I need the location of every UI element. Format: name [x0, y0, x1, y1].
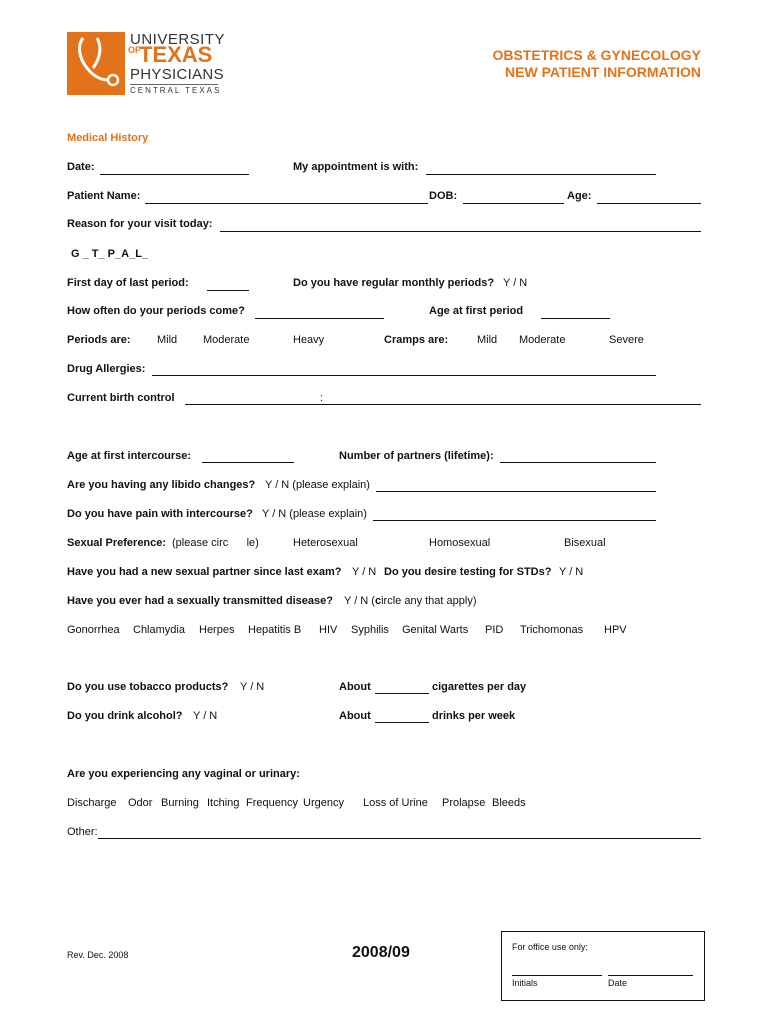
std-history-yn-c: c: [374, 595, 382, 607]
std-hpv[interactable]: HPV: [604, 624, 627, 636]
alcohol-yn[interactable]: Y / N: [193, 710, 218, 722]
age-first-intercourse-field[interactable]: [202, 462, 294, 463]
logo-divider: [130, 84, 218, 85]
other-field[interactable]: [98, 838, 701, 839]
logo-line2-small: OF: [128, 45, 141, 55]
date-field[interactable]: [100, 174, 249, 175]
date-label: Date:: [67, 161, 95, 173]
regular-periods-label: Do you have regular monthly periods?: [293, 277, 495, 289]
cramps-option-moderate[interactable]: Moderate: [519, 334, 566, 346]
logo-line4: CENTRAL TEXAS: [130, 86, 222, 95]
logo-mark: [67, 32, 125, 95]
pain-yn[interactable]: Y / N (please explain): [262, 508, 367, 520]
pain-label: Do you have pain with intercourse?: [67, 508, 253, 520]
tobacco-about-label: About: [339, 681, 371, 693]
symptom-urgency[interactable]: Urgency: [303, 797, 344, 809]
logo-line3: PHYSICIANS: [130, 66, 224, 83]
age-field[interactable]: [597, 203, 701, 204]
alcohol-about-label: About: [339, 710, 371, 722]
age-label: Age:: [567, 190, 592, 202]
symptom-odor[interactable]: Odor: [128, 797, 153, 809]
libido-field[interactable]: [376, 491, 656, 492]
office-date-field[interactable]: [608, 975, 693, 976]
pref-option-homosexual[interactable]: Homosexual: [429, 537, 491, 549]
last-period-label: First day of last period:: [67, 277, 189, 289]
period-frequency-label: How often do your periods come?: [67, 305, 245, 317]
reason-field[interactable]: [220, 231, 701, 232]
periods-option-mild[interactable]: Mild: [157, 334, 178, 346]
title-line2: NEW PATIENT INFORMATION: [505, 64, 701, 80]
partners-label: Number of partners (lifetime):: [339, 450, 494, 462]
vaginal-label: Are you experiencing any vaginal or urinary:: [67, 768, 300, 780]
logo-line1: UNIVERSITY: [130, 31, 226, 48]
birth-control-colon: :: [320, 392, 324, 404]
sexual-pref-label: Sexual Preference:: [67, 537, 167, 549]
pref-option-heterosexual[interactable]: Heterosexual: [293, 537, 358, 549]
symptom-frequency[interactable]: Frequency: [246, 797, 298, 809]
reason-label: Reason for your visit today:: [67, 218, 213, 230]
age-first-period-field[interactable]: [541, 318, 610, 319]
office-date-label: Date: [608, 978, 628, 988]
cramps-option-mild[interactable]: Mild: [477, 334, 498, 346]
periods-option-heavy[interactable]: Heavy: [293, 334, 325, 346]
age-first-intercourse-label: Age at first intercourse:: [67, 450, 192, 462]
appointment-field[interactable]: [426, 174, 656, 175]
dob-label: DOB:: [429, 190, 458, 202]
new-partner-yn[interactable]: Y / N: [352, 566, 377, 578]
alcohol-label: Do you drink alcohol?: [67, 710, 183, 722]
dob-field[interactable]: [463, 203, 564, 204]
sexual-pref-note: (please circ le): [172, 537, 259, 549]
page-title: [493, 47, 701, 81]
office-use-box: [501, 931, 705, 1001]
gtpal-label[interactable]: G _ T_ P_A_L_: [71, 248, 149, 260]
cramps-option-severe[interactable]: Severe: [609, 334, 644, 346]
birth-control-field[interactable]: [185, 404, 701, 405]
std-hiv[interactable]: HIV: [319, 624, 338, 636]
drug-allergies-label: Drug Allergies:: [67, 363, 146, 375]
cramps-are-label: Cramps are:: [384, 334, 449, 346]
section-title: Medical History: [67, 132, 149, 144]
symptom-discharge[interactable]: Discharge: [67, 797, 117, 809]
symptom-prolapse[interactable]: Prolapse: [442, 797, 486, 809]
std-gonorrhea[interactable]: Gonorrhea: [67, 624, 120, 636]
partners-field[interactable]: [500, 462, 656, 463]
symptom-itching[interactable]: Itching: [207, 797, 240, 809]
birth-control-label: Current birth control: [67, 392, 175, 404]
patient-name-field[interactable]: [145, 203, 428, 204]
std-history-label: Have you ever had a sexually transmitted disease?: [67, 595, 333, 607]
std-syphilis[interactable]: Syphilis: [351, 624, 389, 636]
period-frequency-field[interactable]: [255, 318, 384, 319]
new-partner-label: Have you had a new sexual partner since last exam?: [67, 566, 342, 578]
symptom-bleeds[interactable]: Bleeds: [492, 797, 526, 809]
title-line1: OBSTETRICS & GYNECOLOGY: [492, 47, 701, 63]
std-testing-label: Do you desire testing for STDs?: [384, 566, 552, 578]
alcohol-amount-field[interactable]: [375, 722, 429, 723]
tobacco-label: Do you use tobacco products?: [67, 681, 229, 693]
stethoscope-icon: [67, 32, 125, 95]
symptom-loss-of-urine[interactable]: Loss of Urine: [363, 797, 428, 809]
std-genital-warts[interactable]: Genital Warts: [402, 624, 469, 636]
tobacco-unit-label: cigarettes per day: [432, 681, 527, 693]
std-hepatitis-b[interactable]: Hepatitis B: [248, 624, 302, 636]
tobacco-yn[interactable]: Y / N: [240, 681, 265, 693]
initials-label: Initials: [512, 978, 538, 988]
tobacco-amount-field[interactable]: [375, 693, 429, 694]
office-use-title: For office use only:: [512, 942, 588, 952]
other-label: Other:: [67, 826, 98, 838]
libido-label: Are you having any libido changes?: [67, 479, 256, 491]
periods-option-moderate[interactable]: Moderate: [203, 334, 250, 346]
regular-periods-yn[interactable]: Y / N: [503, 277, 528, 289]
pain-field[interactable]: [373, 520, 656, 521]
symptom-burning[interactable]: Burning: [161, 797, 199, 809]
std-testing-yn[interactable]: Y / N: [559, 566, 584, 578]
revision-note: Rev. Dec. 2008: [67, 950, 129, 960]
drug-allergies-field[interactable]: [152, 375, 656, 376]
appointment-label: My appointment is with:: [293, 161, 419, 173]
std-history-yn-part2: ircle any that apply): [381, 595, 477, 607]
age-first-period-label: Age at first period: [429, 305, 524, 317]
pref-option-bisexual[interactable]: Bisexual: [564, 537, 606, 549]
alcohol-unit-label: drinks per week: [432, 710, 516, 722]
periods-are-label: Periods are:: [67, 334, 131, 346]
std-pid[interactable]: PID: [485, 624, 504, 636]
logo-line2-big: TEXAS: [139, 42, 213, 67]
std-history-yn-part1: Y / N (: [344, 595, 375, 607]
form-year: 2008/09: [352, 944, 410, 961]
libido-yn[interactable]: Y / N (please explain): [265, 479, 370, 491]
std-chlamydia[interactable]: Chlamydia: [133, 624, 185, 636]
std-herpes[interactable]: Herpes: [199, 624, 235, 636]
last-period-field[interactable]: [207, 290, 249, 291]
patient-name-label: Patient Name:: [67, 190, 141, 202]
std-trichomonas[interactable]: Trichomonas: [520, 624, 584, 636]
std-history-yn[interactable]: [344, 595, 477, 608]
initials-field[interactable]: [512, 975, 602, 976]
